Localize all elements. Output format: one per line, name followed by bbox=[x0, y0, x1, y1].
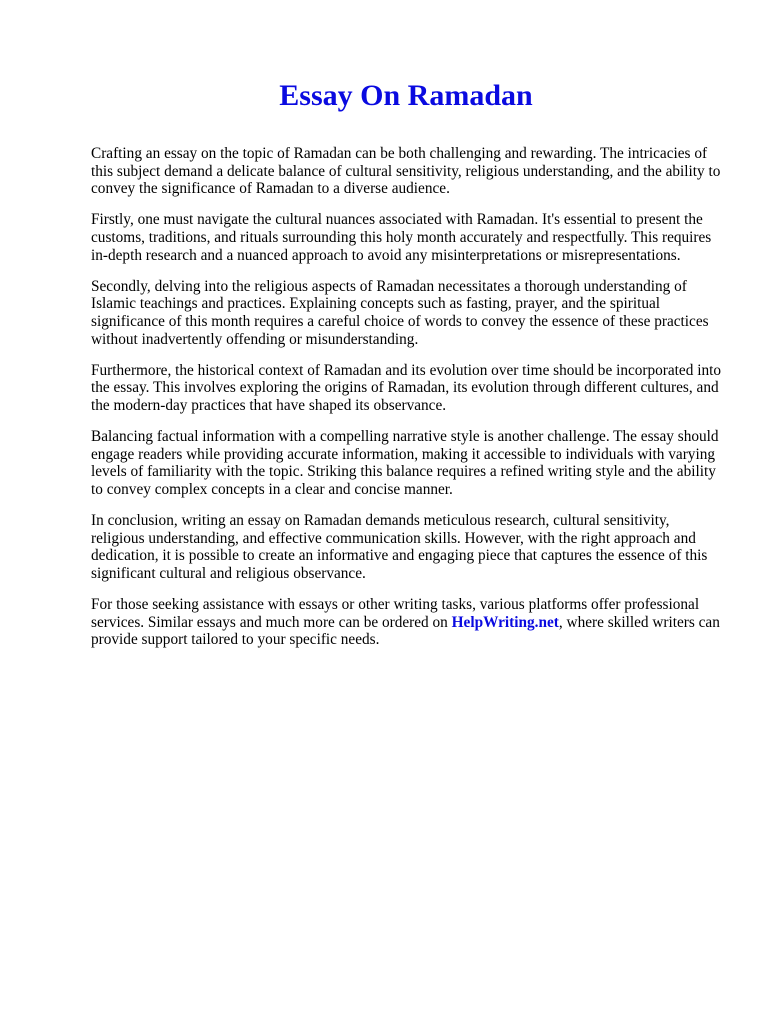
paragraph-1: Crafting an essay on the topic of Ramadan can be both challenging and rewarding. The intricacies of this subject demand a delicate balance of cultural sensitivity, religious understanding, and the ability to convey the significance of Ramadan to a diverse audience. bbox=[91, 145, 721, 198]
essay-body bbox=[91, 145, 723, 662]
paragraph-6: In conclusion, writing an essay on Ramadan demands meticulous research, cultural sensitivity, religious understanding, and effective communication skills. However, with the right approach and dedication, it is possible to create an informative and engaging piece that captures the essence of this significant cultural and religious observance. bbox=[91, 512, 708, 582]
paragraph-7-before-link: For those seeking assistance with essays or other writing tasks, various platforms offer professional services. Similar essays and much more can be ordered on bbox=[91, 596, 700, 631]
paragraph-4: Furthermore, the historical context of Ramadan and its evolution over time should be incorporated into the essay. This involves exploring the origins of Ramadan, its evolution through different cultures, and the modern-day practices that have shaped its observance. bbox=[91, 361, 721, 414]
paragraph-3: Secondly, delving into the religious aspects of Ramadan necessitates a thorough understanding of Islamic teachings and practices. Explaining concepts such as fasting, prayer, and the spiritual significance of this month requires a careful choice of words to convey the essence of these practices without inadvertently offending or misunderstanding. bbox=[91, 277, 709, 348]
page-title: Essay On Ramadan bbox=[279, 79, 533, 112]
paragraph-5: Balancing factual information with a compelling narrative style is another challenge. The essay should engage readers while providing accurate information, making it accessible to individuals with varying levels of familiarity with the topic. Striking this balance requires a refined writing style and the ability to convey complex concepts in a clear and concise manner. bbox=[91, 428, 719, 498]
paragraph-7-after-link: , where skilled writers can provide support tailored to your specific needs. bbox=[91, 613, 720, 649]
paragraph-2: Firstly, one must navigate the cultural nuances associated with Ramadan. It's essential to present the customs, traditions, and rituals surrounding this holy month accurately and respectfully. This requires in-depth research and a nuanced approach to avoid any misinterpretations or misrepresentations. bbox=[91, 211, 712, 264]
helpwriting-link[interactable]: HelpWriting.net bbox=[451, 613, 559, 631]
paragraph-7 bbox=[91, 596, 723, 649]
